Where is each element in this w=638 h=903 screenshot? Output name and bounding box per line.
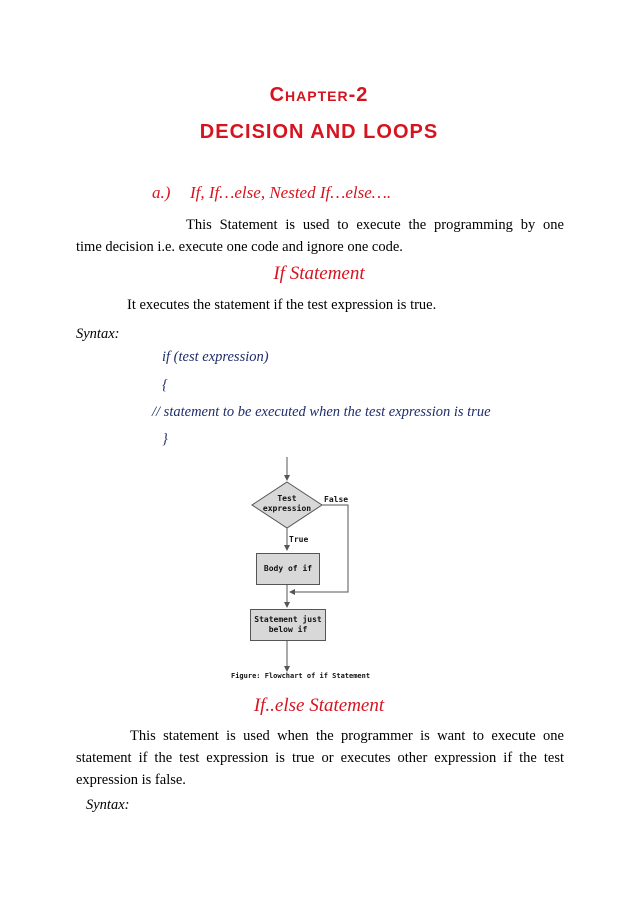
intro-line-1: This Statement is used to execute the programming by one bbox=[186, 217, 564, 233]
code-line-3: // statement to be executed when the test expression is true bbox=[152, 404, 491, 420]
next-statement-box bbox=[250, 609, 326, 641]
code-line-4: } bbox=[162, 431, 168, 447]
if-else-heading: If..else Statement bbox=[253, 695, 385, 716]
if-else-line-2: statement if the test expression is true or executes other expression if the test bbox=[76, 750, 564, 766]
true-label: True bbox=[289, 535, 309, 544]
false-label: False bbox=[324, 495, 349, 504]
intro-line-2: time decision i.e. execute one code and ignore one code. bbox=[76, 239, 403, 255]
body-of-if-box: Body of if bbox=[256, 553, 320, 585]
if-else-line-3: expression is false. bbox=[76, 772, 186, 788]
if-else-syntax-label: Syntax: bbox=[86, 797, 130, 813]
syntax-label: Syntax: bbox=[76, 326, 120, 342]
decision-text-1: Test bbox=[277, 494, 297, 503]
chapter-subtitle: DECISION AND LOOPS bbox=[199, 121, 439, 143]
section-title: If, If…else, Nested If…else…. bbox=[190, 183, 392, 202]
next-statement-line-1: Statement just bbox=[254, 615, 322, 624]
if-else-line-1: This statement is used when the programmer is want to execute one bbox=[130, 728, 564, 744]
code-line-2: { bbox=[162, 377, 168, 393]
flowchart bbox=[230, 455, 370, 685]
if-description: It executes the statement if the test expression is true. bbox=[127, 297, 437, 313]
chapter-title: Chapter-2 bbox=[269, 84, 369, 106]
section-label: a.) bbox=[152, 183, 171, 202]
flowchart-caption: Figure: Flowchart of if Statement bbox=[231, 672, 371, 680]
next-statement-line-2: below if bbox=[268, 625, 308, 634]
code-line-1: if (test expression) bbox=[162, 349, 269, 365]
decision-text-2: expression bbox=[262, 504, 312, 513]
if-statement-heading: If Statement bbox=[273, 263, 365, 284]
